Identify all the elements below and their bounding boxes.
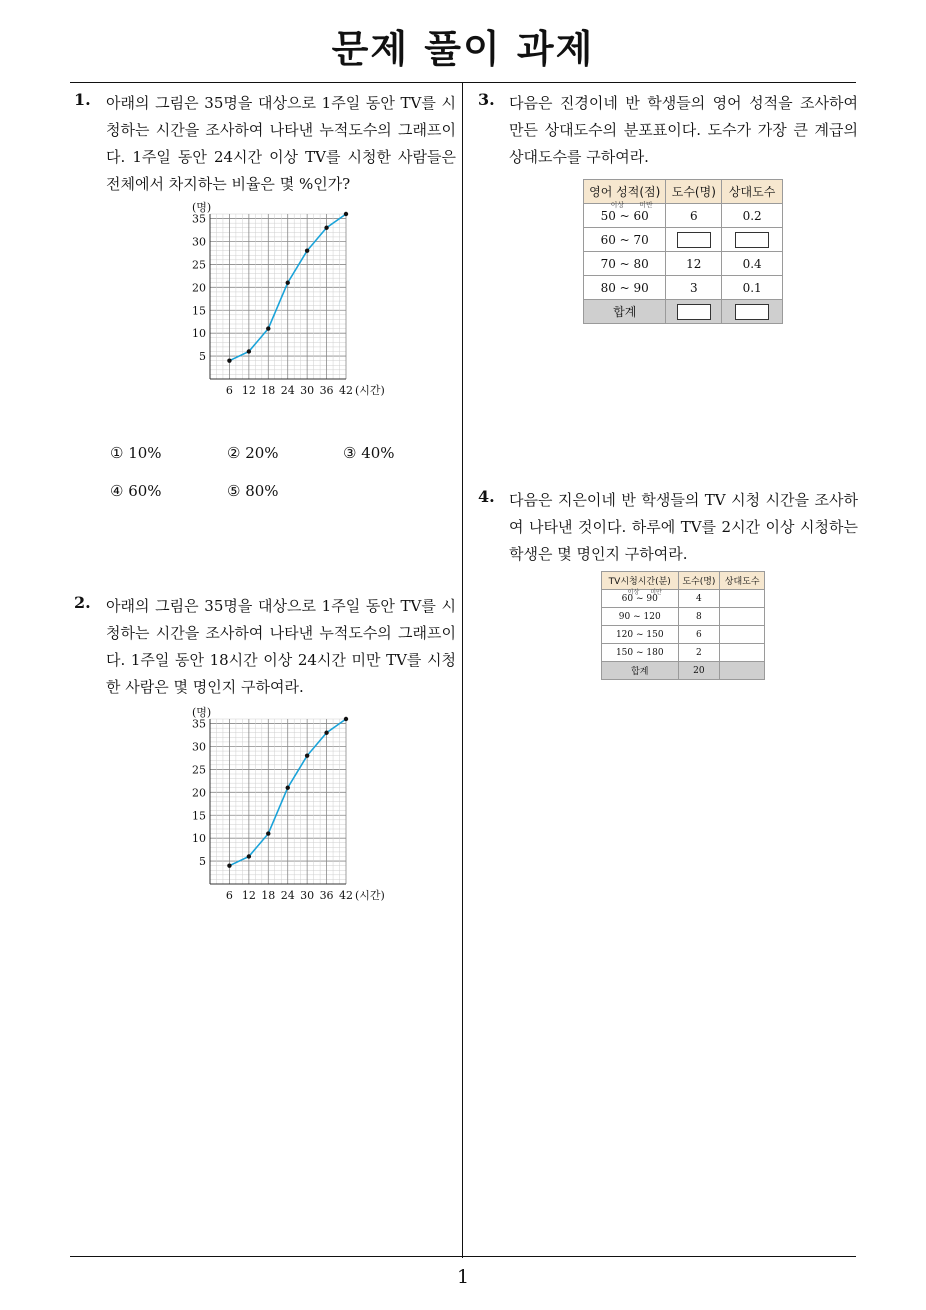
graph-2: [188, 703, 385, 911]
range-cell: 80 ~ 90: [584, 276, 666, 300]
problem-number: 1.: [74, 90, 91, 109]
total-label: 합계: [602, 662, 679, 680]
sup-exclusive: 미만: [639, 200, 653, 209]
y-axis-label: (명): [192, 201, 212, 214]
y-tick-label: 25: [192, 763, 206, 777]
data-point: [247, 349, 251, 353]
freq-cell: 2: [678, 644, 720, 662]
problem-text: 다음은 진경이네 반 학생들의 영어 성적을 조사하여 만든 상대도수의 분포표이다. 도수가 가장 큰 계급의 상대도수를 구하여라.: [509, 94, 858, 166]
total-freq: 20: [678, 662, 720, 680]
y-tick-label: 20: [192, 281, 206, 295]
footer-rule: [70, 1256, 856, 1257]
table-header: 상대도수: [720, 572, 765, 590]
x-tick-label: 24: [280, 889, 295, 902]
range-cell: 70 ~ 80: [584, 252, 666, 276]
freq-cell: 4: [678, 590, 720, 608]
total-rel: [720, 662, 765, 680]
data-point: [324, 731, 328, 735]
freq-cell: 6: [678, 626, 720, 644]
range-cell: 이상 미만 60 ~ 90: [621, 588, 662, 604]
table-row: [584, 252, 783, 276]
data-point: [266, 326, 270, 330]
data-point: [227, 358, 231, 362]
choice-2[interactable]: ② 20%: [227, 444, 279, 462]
table-header: 영어 성적(점): [584, 180, 666, 204]
table-row: [584, 204, 783, 228]
x-tick-label: 30: [300, 889, 315, 902]
sup-inclusive: 이상: [610, 200, 625, 209]
rel-cell: [720, 590, 765, 608]
graph-1: [188, 198, 385, 406]
x-tick-label: 36: [319, 889, 334, 902]
freq-cell: 6: [666, 204, 722, 228]
x-tick-label: 12: [241, 889, 256, 902]
rel-cell: [720, 644, 765, 662]
sup-exclusive: 미만: [650, 588, 662, 596]
problem-number: 3.: [478, 90, 495, 109]
freq-cell: 3: [666, 276, 722, 300]
x-tick-label: 12: [241, 384, 256, 397]
sup-inclusive: 이상: [627, 588, 640, 596]
table-row: [584, 276, 783, 300]
choice-4[interactable]: ④ 60%: [110, 482, 162, 500]
data-point: [344, 717, 348, 721]
range-cell: 60 ~ 70: [584, 228, 666, 252]
problem-text: 아래의 그림은 35명을 대상으로 1주일 동안 TV를 시청하는 시간을 조사하여 나타낸 누적도수의 그래프이다. 1주일 동안 18시간 이상 24시간 미만 TV를 시청한 사람은 몇 명인지 구하여라.: [106, 597, 456, 696]
y-tick-label: 15: [192, 304, 206, 318]
rel-cell: 0.1: [722, 276, 783, 300]
x-axis-label: (시간): [355, 384, 385, 397]
rel-cell: 0.2: [722, 204, 783, 228]
y-axis-label: (명): [192, 706, 212, 719]
total-row: [584, 300, 783, 324]
data-point: [266, 831, 270, 835]
x-tick-label: 36: [319, 384, 334, 397]
y-tick-label: 30: [192, 740, 206, 754]
choice-1[interactable]: ① 10%: [110, 444, 162, 462]
freq-cell: 12: [666, 252, 722, 276]
choice-5[interactable]: ⑤ 80%: [227, 482, 279, 500]
total-row: [602, 662, 765, 680]
x-tick-label: 6: [225, 889, 233, 902]
x-axis-label: (시간): [355, 889, 385, 902]
rel-cell: [720, 626, 765, 644]
data-point: [324, 226, 328, 230]
problem-number: 4.: [478, 487, 495, 506]
choice-3[interactable]: ③ 40%: [343, 444, 395, 462]
answer-blank[interactable]: [677, 232, 711, 248]
range-cell: 120 ~ 150: [602, 626, 679, 644]
x-tick-label: 18: [261, 889, 276, 902]
table-row: [584, 228, 783, 252]
grid: [210, 719, 346, 884]
problem-text: 아래의 그림은 35명을 대상으로 1주일 동안 TV를 시청하는 시간을 조사하여 나타낸 누적도수의 그래프이다. 1주일 동안 24시간 이상 TV를 시청한 사람들은 전체에서 차지하는 비율은 몇 %인가?: [106, 94, 456, 193]
grid: [210, 214, 346, 379]
y-tick-label: 35: [192, 717, 206, 731]
freq-cell: 8: [678, 608, 720, 626]
y-tick-label: 20: [192, 786, 206, 800]
data-point: [286, 281, 290, 285]
table-row: [602, 644, 765, 662]
y-tick-label: 25: [192, 258, 206, 272]
x-tick-label: 30: [300, 384, 315, 397]
table-row: [602, 608, 765, 626]
problem-text: 다음은 지은이네 반 학생들의 TV 시청 시간을 조사하여 나타낸 것이다. 하루에 TV를 2시간 이상 시청하는 학생은 몇 명인지 구하여라.: [509, 491, 858, 563]
y-tick-label: 15: [192, 809, 206, 823]
cumulative-frequency-graph: [188, 703, 385, 907]
table-header: 도수(명): [678, 572, 720, 590]
data-point: [286, 786, 290, 790]
relative-frequency-table: [583, 179, 783, 324]
cumulative-frequency-graph: [188, 198, 385, 402]
total-label: 합계: [584, 300, 666, 324]
data-point: [247, 854, 251, 858]
range-cell: 이상 미만 50 ~ 60: [600, 200, 653, 223]
answer-blank[interactable]: [735, 232, 769, 248]
x-tick-label: 42: [339, 384, 353, 397]
y-tick-label: 10: [192, 832, 206, 846]
data-point: [227, 863, 231, 867]
column-divider: [462, 82, 463, 1258]
answer-blank[interactable]: [677, 304, 711, 320]
table-header: 도수(명): [666, 180, 722, 204]
data-point: [305, 248, 309, 252]
y-tick-label: 30: [192, 235, 206, 249]
tv-time-table: [601, 571, 765, 680]
table-row: [602, 590, 765, 608]
y-tick-label: 10: [192, 327, 206, 341]
table-header: TV시청시간(분): [602, 572, 679, 590]
table-header: 상대도수: [722, 180, 783, 204]
data-point: [344, 212, 348, 216]
page-title: 문제 풀이 과제: [331, 27, 595, 71]
header-rule: [70, 82, 856, 83]
rel-cell: [720, 608, 765, 626]
data-point: [305, 753, 309, 757]
problem-number: 2.: [74, 593, 91, 612]
y-tick-label: 35: [192, 212, 206, 226]
range-cell: 90 ~ 120: [602, 608, 679, 626]
table-row: [602, 626, 765, 644]
x-tick-label: 42: [339, 889, 353, 902]
x-tick-label: 24: [280, 384, 295, 397]
x-tick-label: 18: [261, 384, 276, 397]
y-tick-label: 5: [199, 855, 206, 869]
rel-cell: 0.4: [722, 252, 783, 276]
y-tick-label: 5: [199, 350, 206, 364]
answer-blank[interactable]: [735, 304, 769, 320]
page-number: 1: [456, 1266, 470, 1288]
x-tick-label: 6: [225, 384, 233, 397]
range-cell: 150 ~ 180: [602, 644, 679, 662]
